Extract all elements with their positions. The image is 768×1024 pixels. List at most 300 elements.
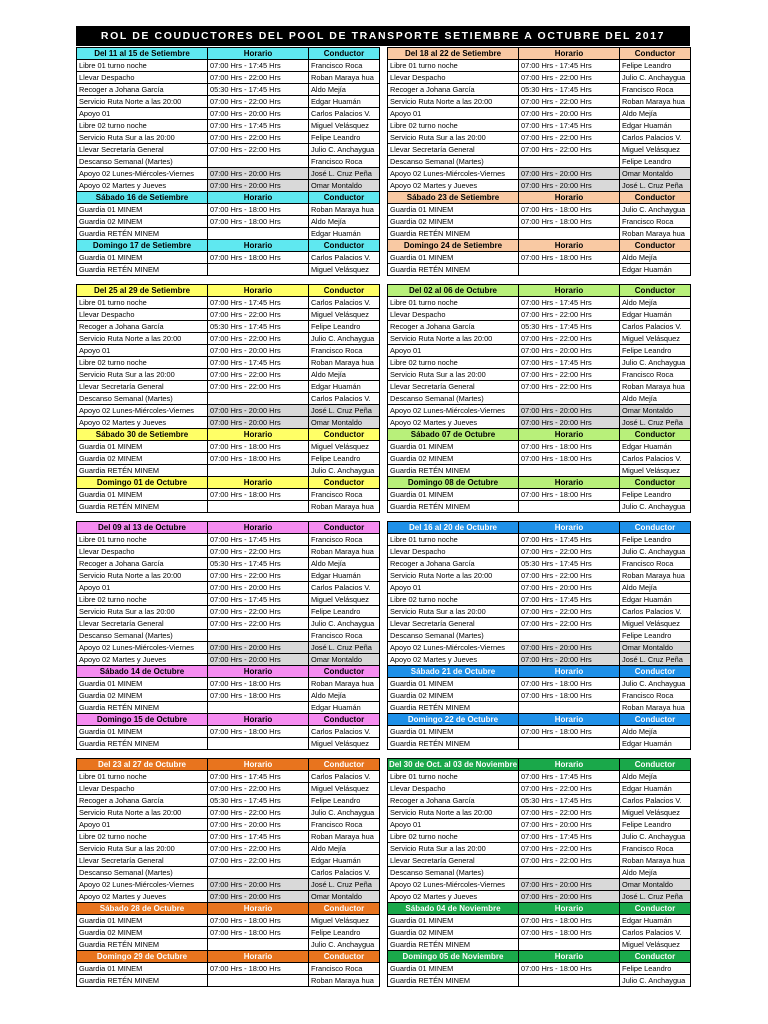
header-cell: Conductor	[620, 429, 691, 441]
task-cell: Apoyo 02 Martes y Jueves	[388, 180, 519, 192]
header-cell: Conductor	[620, 522, 691, 534]
table-row	[388, 690, 691, 702]
driver-cell: Roban Maraya hua	[620, 570, 691, 582]
header-cell: Sábado 23 de Setiembre	[388, 192, 519, 204]
driver-cell: Julio C. Anchaygua	[620, 357, 691, 369]
table-row	[77, 333, 380, 345]
driver-cell: Felipe Leandro	[620, 156, 691, 168]
table-row	[388, 618, 691, 630]
table-row	[77, 879, 380, 891]
weekday-header	[77, 522, 380, 534]
table-row	[77, 558, 380, 570]
table-row	[388, 297, 691, 309]
table-row	[77, 108, 380, 120]
header-cell: Horario	[208, 714, 309, 726]
task-cell: Apoyo 02 Lunes-Miércoles-Viernes	[388, 879, 519, 891]
table-row	[388, 393, 691, 405]
driver-cell: Aldo Mejía	[620, 726, 691, 738]
header-cell: Horario	[208, 951, 309, 963]
schedule-cell: 07:00 Hrs - 22:00 Hrs	[519, 546, 620, 558]
sunday-header	[388, 714, 691, 726]
table-row	[77, 168, 380, 180]
driver-cell: Francisco Roca	[309, 819, 380, 831]
task-cell: Guardia RETÉN MINEM	[77, 738, 208, 750]
driver-cell: Carlos Palacios V.	[309, 393, 380, 405]
table-row	[77, 204, 380, 216]
table-row	[388, 867, 691, 879]
table-row	[77, 654, 380, 666]
schedule-cell: 07:00 Hrs - 22:00 Hrs	[519, 72, 620, 84]
driver-cell: Roban Maraya hua	[309, 357, 380, 369]
schedule-cell: 07:00 Hrs - 18:00 Hrs	[519, 915, 620, 927]
driver-cell: Miguel Velásquez	[620, 618, 691, 630]
table-row	[77, 60, 380, 72]
table-row	[388, 132, 691, 144]
header-cell: Del 18 al 22 de Setiembre	[388, 48, 519, 60]
task-cell: Guardia 02 MINEM	[77, 690, 208, 702]
table-row	[388, 84, 691, 96]
header-cell: Conductor	[309, 477, 380, 489]
task-cell: Guardia 01 MINEM	[388, 441, 519, 453]
task-cell: Guardia 02 MINEM	[77, 216, 208, 228]
task-cell: Guardia RETÉN MINEM	[388, 264, 519, 276]
schedule-cell	[208, 867, 309, 879]
table-row	[388, 489, 691, 501]
schedule-cell: 07:00 Hrs - 20:00 Hrs	[519, 879, 620, 891]
header-cell: Conductor	[620, 714, 691, 726]
schedule-cell: 07:00 Hrs - 22:00 Hrs	[208, 807, 309, 819]
table-row	[388, 108, 691, 120]
driver-cell: Roban Maraya hua	[620, 855, 691, 867]
header-cell: Horario	[208, 666, 309, 678]
schedule-cell: 07:00 Hrs - 22:00 Hrs	[519, 807, 620, 819]
table-row	[388, 783, 691, 795]
driver-cell: Carlos Palacios V.	[309, 108, 380, 120]
schedule-cell: 07:00 Hrs - 20:00 Hrs	[208, 582, 309, 594]
header-cell: Horario	[519, 240, 620, 252]
table-row	[77, 534, 380, 546]
task-cell: Libre 01 turno noche	[77, 534, 208, 546]
header-cell: Conductor	[309, 429, 380, 441]
driver-cell: Francisco Roca	[309, 156, 380, 168]
table-row	[77, 252, 380, 264]
weekday-header	[388, 522, 691, 534]
header-cell: Sábado 04 de Noviembre	[388, 903, 519, 915]
driver-cell: Felipe Leandro	[309, 927, 380, 939]
task-cell: Apoyo 02 Lunes-Miércoles-Viernes	[77, 168, 208, 180]
driver-cell: Julio C. Anchaygua	[309, 618, 380, 630]
schedule-cell: 07:00 Hrs - 20:00 Hrs	[208, 168, 309, 180]
schedule-cell	[208, 939, 309, 951]
schedule-cell: 07:00 Hrs - 22:00 Hrs	[519, 381, 620, 393]
table-row	[388, 333, 691, 345]
task-cell: Llevar Secretaría General	[77, 855, 208, 867]
task-cell: Descanso Semanal (Martes)	[388, 867, 519, 879]
header-cell: Horario	[519, 285, 620, 297]
driver-cell: Omar Montaldo	[620, 405, 691, 417]
task-cell: Apoyo 02 Lunes-Miércoles-Viernes	[388, 642, 519, 654]
task-cell: Apoyo 02 Martes y Jueves	[388, 891, 519, 903]
driver-cell: Miguel Velásquez	[309, 594, 380, 606]
header-cell: Conductor	[309, 666, 380, 678]
schedule-cell: 07:00 Hrs - 20:00 Hrs	[208, 642, 309, 654]
driver-cell: José L. Cruz Peña	[309, 879, 380, 891]
task-cell: Guardia 02 MINEM	[388, 453, 519, 465]
weekday-header	[77, 48, 380, 60]
task-cell: Servicio Ruta Sur a las 20:00	[77, 843, 208, 855]
task-cell: Guardia 01 MINEM	[77, 726, 208, 738]
week-schedule-table	[387, 47, 691, 276]
driver-cell: Edgar Huamán	[309, 702, 380, 714]
schedule-cell: 07:00 Hrs - 17:45 Hrs	[519, 831, 620, 843]
schedule-cell: 07:00 Hrs - 20:00 Hrs	[519, 108, 620, 120]
header-cell: Del 11 al 15 de Setiembre	[77, 48, 208, 60]
header-cell: Conductor	[620, 192, 691, 204]
table-row	[77, 321, 380, 333]
task-cell: Llevar Despacho	[77, 546, 208, 558]
driver-cell: Felipe Leandro	[620, 630, 691, 642]
task-cell: Apoyo 01	[77, 345, 208, 357]
table-row	[388, 216, 691, 228]
table-row	[77, 465, 380, 477]
driver-cell: Francisco Roca	[309, 630, 380, 642]
sunday-header	[77, 240, 380, 252]
table-row	[77, 843, 380, 855]
task-cell: Servicio Ruta Sur a las 20:00	[77, 606, 208, 618]
driver-cell: Aldo Mejía	[309, 690, 380, 702]
driver-cell: Roban Maraya hua	[620, 381, 691, 393]
schedule-cell	[208, 738, 309, 750]
schedule-cell: 07:00 Hrs - 17:45 Hrs	[208, 831, 309, 843]
task-cell: Guardia RETÉN MINEM	[77, 939, 208, 951]
schedule-cell: 07:00 Hrs - 18:00 Hrs	[208, 453, 309, 465]
weekday-header	[77, 759, 380, 771]
task-cell: Apoyo 02 Lunes-Miércoles-Viernes	[77, 642, 208, 654]
task-cell: Recoger a Johana García	[388, 321, 519, 333]
task-cell: Guardia RETÉN MINEM	[77, 465, 208, 477]
header-cell: Conductor	[620, 759, 691, 771]
driver-cell: Roban Maraya hua	[309, 831, 380, 843]
schedule-cell: 07:00 Hrs - 22:00 Hrs	[519, 333, 620, 345]
schedule-cell	[208, 264, 309, 276]
task-cell: Guardia RETÉN MINEM	[77, 228, 208, 240]
table-row	[77, 927, 380, 939]
driver-cell: Omar Montaldo	[309, 654, 380, 666]
table-row	[77, 963, 380, 975]
schedule-cell: 07:00 Hrs - 20:00 Hrs	[208, 417, 309, 429]
table-row	[388, 654, 691, 666]
task-cell: Servicio Ruta Sur a las 20:00	[388, 843, 519, 855]
driver-cell: Felipe Leandro	[309, 321, 380, 333]
schedule-cell: 07:00 Hrs - 17:45 Hrs	[519, 120, 620, 132]
driver-cell: Aldo Mejía	[620, 297, 691, 309]
driver-cell: Felipe Leandro	[309, 453, 380, 465]
header-cell: Del 23 al 27 de Octubre	[77, 759, 208, 771]
schedule-cell: 07:00 Hrs - 20:00 Hrs	[208, 879, 309, 891]
driver-cell: Edgar Huamán	[620, 915, 691, 927]
table-row	[388, 369, 691, 381]
task-cell: Llevar Secretaría General	[77, 381, 208, 393]
schedule-cell: 07:00 Hrs - 20:00 Hrs	[519, 819, 620, 831]
driver-cell: Miguel Velásquez	[620, 939, 691, 951]
schedule-cell: 07:00 Hrs - 22:00 Hrs	[519, 570, 620, 582]
driver-cell: Felipe Leandro	[309, 606, 380, 618]
table-row	[77, 297, 380, 309]
schedule-cell: 07:00 Hrs - 18:00 Hrs	[519, 690, 620, 702]
weekday-header	[388, 759, 691, 771]
task-cell: Servicio Ruta Norte a las 20:00	[77, 333, 208, 345]
driver-cell: Miguel Velásquez	[620, 333, 691, 345]
task-cell: Descanso Semanal (Martes)	[388, 393, 519, 405]
schedule-cell: 07:00 Hrs - 22:00 Hrs	[208, 132, 309, 144]
sunday-header	[77, 714, 380, 726]
schedule-cell: 07:00 Hrs - 18:00 Hrs	[519, 252, 620, 264]
table-row	[77, 771, 380, 783]
schedule-cell: 07:00 Hrs - 22:00 Hrs	[519, 783, 620, 795]
schedule-cell: 07:00 Hrs - 18:00 Hrs	[519, 678, 620, 690]
table-row	[388, 144, 691, 156]
driver-cell: Julio C. Anchaygua	[620, 678, 691, 690]
task-cell: Apoyo 02 Lunes-Miércoles-Viernes	[388, 168, 519, 180]
header-cell: Horario	[208, 903, 309, 915]
header-cell: Horario	[519, 903, 620, 915]
schedule-cell	[208, 975, 309, 987]
driver-cell: Miguel Velásquez	[620, 807, 691, 819]
schedule-cell: 07:00 Hrs - 18:00 Hrs	[519, 441, 620, 453]
schedule-cell: 07:00 Hrs - 20:00 Hrs	[208, 891, 309, 903]
task-cell: Servicio Ruta Norte a las 20:00	[77, 96, 208, 108]
schedule-cell: 07:00 Hrs - 22:00 Hrs	[208, 333, 309, 345]
driver-cell: Miguel Velásquez	[309, 738, 380, 750]
table-row	[388, 855, 691, 867]
schedule-cell: 07:00 Hrs - 20:00 Hrs	[519, 405, 620, 417]
driver-cell: Roban Maraya hua	[620, 96, 691, 108]
header-cell: Horario	[519, 477, 620, 489]
table-row	[77, 501, 380, 513]
task-cell: Descanso Semanal (Martes)	[388, 156, 519, 168]
schedule-cell: 07:00 Hrs - 20:00 Hrs	[519, 345, 620, 357]
driver-cell: Julio C. Anchaygua	[309, 465, 380, 477]
week-schedule-table	[76, 47, 380, 276]
schedule-cell: 07:00 Hrs - 20:00 Hrs	[519, 654, 620, 666]
driver-cell: Julio C. Anchaygua	[620, 501, 691, 513]
task-cell: Apoyo 02 Martes y Jueves	[77, 891, 208, 903]
table-row	[388, 264, 691, 276]
driver-cell: Julio C. Anchaygua	[620, 204, 691, 216]
task-cell: Guardia 01 MINEM	[77, 204, 208, 216]
driver-cell: Omar Montaldo	[620, 168, 691, 180]
table-row	[77, 582, 380, 594]
table-row	[77, 381, 380, 393]
table-row	[77, 441, 380, 453]
schedule-cell: 07:00 Hrs - 22:00 Hrs	[519, 144, 620, 156]
table-row	[388, 927, 691, 939]
table-row	[388, 357, 691, 369]
task-cell: Guardia RETÉN MINEM	[388, 465, 519, 477]
table-row	[388, 795, 691, 807]
table-row	[388, 72, 691, 84]
table-row	[388, 678, 691, 690]
driver-cell: Edgar Huamán	[620, 309, 691, 321]
schedule-cell: 07:00 Hrs - 17:45 Hrs	[208, 120, 309, 132]
table-row	[77, 939, 380, 951]
driver-cell: Miguel Velásquez	[309, 915, 380, 927]
table-row	[388, 582, 691, 594]
task-cell: Guardia 01 MINEM	[388, 915, 519, 927]
header-cell: Conductor	[309, 522, 380, 534]
driver-cell: Aldo Mejía	[620, 867, 691, 879]
header-cell: Horario	[519, 666, 620, 678]
task-cell: Llevar Despacho	[388, 783, 519, 795]
task-cell: Guardia 01 MINEM	[388, 252, 519, 264]
task-cell: Guardia 02 MINEM	[77, 927, 208, 939]
task-cell: Apoyo 01	[77, 108, 208, 120]
table-row	[77, 405, 380, 417]
driver-cell: Francisco Roca	[309, 345, 380, 357]
schedule-cell: 07:00 Hrs - 18:00 Hrs	[519, 204, 620, 216]
task-cell: Libre 02 turno noche	[388, 120, 519, 132]
driver-cell: Francisco Roca	[620, 84, 691, 96]
driver-cell: Carlos Palacios V.	[620, 927, 691, 939]
schedule-cell: 07:00 Hrs - 18:00 Hrs	[208, 690, 309, 702]
header-cell: Conductor	[309, 759, 380, 771]
driver-cell: Edgar Huamán	[309, 381, 380, 393]
driver-cell: José L. Cruz Peña	[309, 168, 380, 180]
task-cell: Descanso Semanal (Martes)	[388, 630, 519, 642]
table-row	[388, 534, 691, 546]
task-cell: Apoyo 02 Martes y Jueves	[77, 654, 208, 666]
driver-cell: José L. Cruz Peña	[620, 654, 691, 666]
schedule-cell: 07:00 Hrs - 17:45 Hrs	[208, 297, 309, 309]
schedule-cell: 07:00 Hrs - 20:00 Hrs	[208, 405, 309, 417]
table-row	[388, 96, 691, 108]
driver-cell: Julio C. Anchaygua	[620, 546, 691, 558]
driver-cell: Aldo Mejía	[309, 558, 380, 570]
saturday-header	[388, 429, 691, 441]
table-row	[77, 345, 380, 357]
schedule-cell: 07:00 Hrs - 17:45 Hrs	[519, 594, 620, 606]
table-row	[77, 180, 380, 192]
task-cell: Guardia 01 MINEM	[77, 678, 208, 690]
header-cell: Domingo 24 de Setiembre	[388, 240, 519, 252]
schedule-cell: 07:00 Hrs - 22:00 Hrs	[519, 369, 620, 381]
table-row	[388, 168, 691, 180]
schedule-cell: 07:00 Hrs - 18:00 Hrs	[208, 441, 309, 453]
schedule-cell: 05:30 Hrs - 17:45 Hrs	[208, 321, 309, 333]
saturday-header	[388, 192, 691, 204]
table-row	[388, 345, 691, 357]
schedule-cell: 07:00 Hrs - 22:00 Hrs	[208, 606, 309, 618]
task-cell: Apoyo 02 Martes y Jueves	[77, 180, 208, 192]
saturday-header	[77, 429, 380, 441]
header-cell: Conductor	[309, 714, 380, 726]
weekday-header	[388, 48, 691, 60]
task-cell: Guardia 02 MINEM	[388, 690, 519, 702]
schedule-cell: 07:00 Hrs - 20:00 Hrs	[208, 108, 309, 120]
task-cell: Guardia RETÉN MINEM	[77, 501, 208, 513]
week-schedule-table	[387, 521, 691, 750]
driver-cell: Omar Montaldo	[309, 417, 380, 429]
task-cell: Llevar Secretaría General	[388, 144, 519, 156]
driver-cell: Francisco Roca	[309, 963, 380, 975]
table-row	[77, 807, 380, 819]
table-row	[77, 264, 380, 276]
task-cell: Libre 01 turno noche	[388, 297, 519, 309]
schedule-cell: 07:00 Hrs - 18:00 Hrs	[208, 489, 309, 501]
task-cell: Guardia RETÉN MINEM	[388, 702, 519, 714]
header-cell: Horario	[208, 285, 309, 297]
table-row	[77, 630, 380, 642]
schedule-cell: 07:00 Hrs - 17:45 Hrs	[208, 357, 309, 369]
task-cell: Libre 01 turno noche	[77, 60, 208, 72]
schedule-cell	[519, 630, 620, 642]
driver-cell: Edgar Huamán	[309, 855, 380, 867]
schedule-cell: 05:30 Hrs - 17:45 Hrs	[519, 795, 620, 807]
header-cell: Domingo 29 de Octubre	[77, 951, 208, 963]
driver-cell: Miguel Velásquez	[309, 120, 380, 132]
header-cell: Horario	[519, 192, 620, 204]
driver-cell: Roban Maraya hua	[309, 546, 380, 558]
schedule-cell	[519, 975, 620, 987]
driver-cell: Edgar Huamán	[309, 570, 380, 582]
header-cell: Sábado 28 de Octubre	[77, 903, 208, 915]
driver-cell: Omar Montaldo	[309, 180, 380, 192]
schedule-cell: 07:00 Hrs - 20:00 Hrs	[519, 180, 620, 192]
saturday-header	[77, 192, 380, 204]
task-cell: Guardia 02 MINEM	[77, 453, 208, 465]
table-row	[77, 357, 380, 369]
task-cell: Apoyo 02 Martes y Jueves	[388, 417, 519, 429]
saturday-header	[388, 903, 691, 915]
header-cell: Horario	[208, 240, 309, 252]
schedule-cell	[208, 156, 309, 168]
table-row	[77, 678, 380, 690]
task-cell: Recoger a Johana García	[77, 84, 208, 96]
schedule-cell: 07:00 Hrs - 17:45 Hrs	[208, 594, 309, 606]
task-cell: Libre 02 turno noche	[77, 831, 208, 843]
week-schedule-table	[76, 521, 380, 750]
table-row	[77, 369, 380, 381]
weekday-header	[77, 285, 380, 297]
table-row	[388, 915, 691, 927]
driver-cell: Omar Montaldo	[620, 879, 691, 891]
table-row	[77, 738, 380, 750]
table-row	[77, 642, 380, 654]
schedule-cell: 07:00 Hrs - 18:00 Hrs	[208, 216, 309, 228]
driver-cell: José L. Cruz Peña	[620, 180, 691, 192]
schedule-cell: 07:00 Hrs - 22:00 Hrs	[519, 855, 620, 867]
header-cell: Domingo 05 de Noviembre	[388, 951, 519, 963]
header-cell: Sábado 14 de Octubre	[77, 666, 208, 678]
driver-cell: Julio C. Anchaygua	[620, 831, 691, 843]
driver-cell: Julio C. Anchaygua	[309, 807, 380, 819]
header-cell: Del 30 de Oct. al 03 de Noviembre	[388, 760, 518, 769]
driver-cell: Aldo Mejía	[620, 108, 691, 120]
header-cell: Horario	[519, 759, 620, 771]
task-cell: Llevar Despacho	[388, 546, 519, 558]
table-row	[388, 546, 691, 558]
task-cell: Servicio Ruta Sur a las 20:00	[388, 132, 519, 144]
driver-cell: Francisco Roca	[309, 534, 380, 546]
schedule-cell: 07:00 Hrs - 17:45 Hrs	[519, 60, 620, 72]
schedule-cell: 07:00 Hrs - 18:00 Hrs	[519, 963, 620, 975]
task-cell: Llevar Despacho	[388, 309, 519, 321]
table-row	[77, 831, 380, 843]
table-row	[388, 453, 691, 465]
schedule-cell: 07:00 Hrs - 18:00 Hrs	[519, 489, 620, 501]
table-row	[77, 546, 380, 558]
week-schedule-table	[76, 758, 380, 987]
